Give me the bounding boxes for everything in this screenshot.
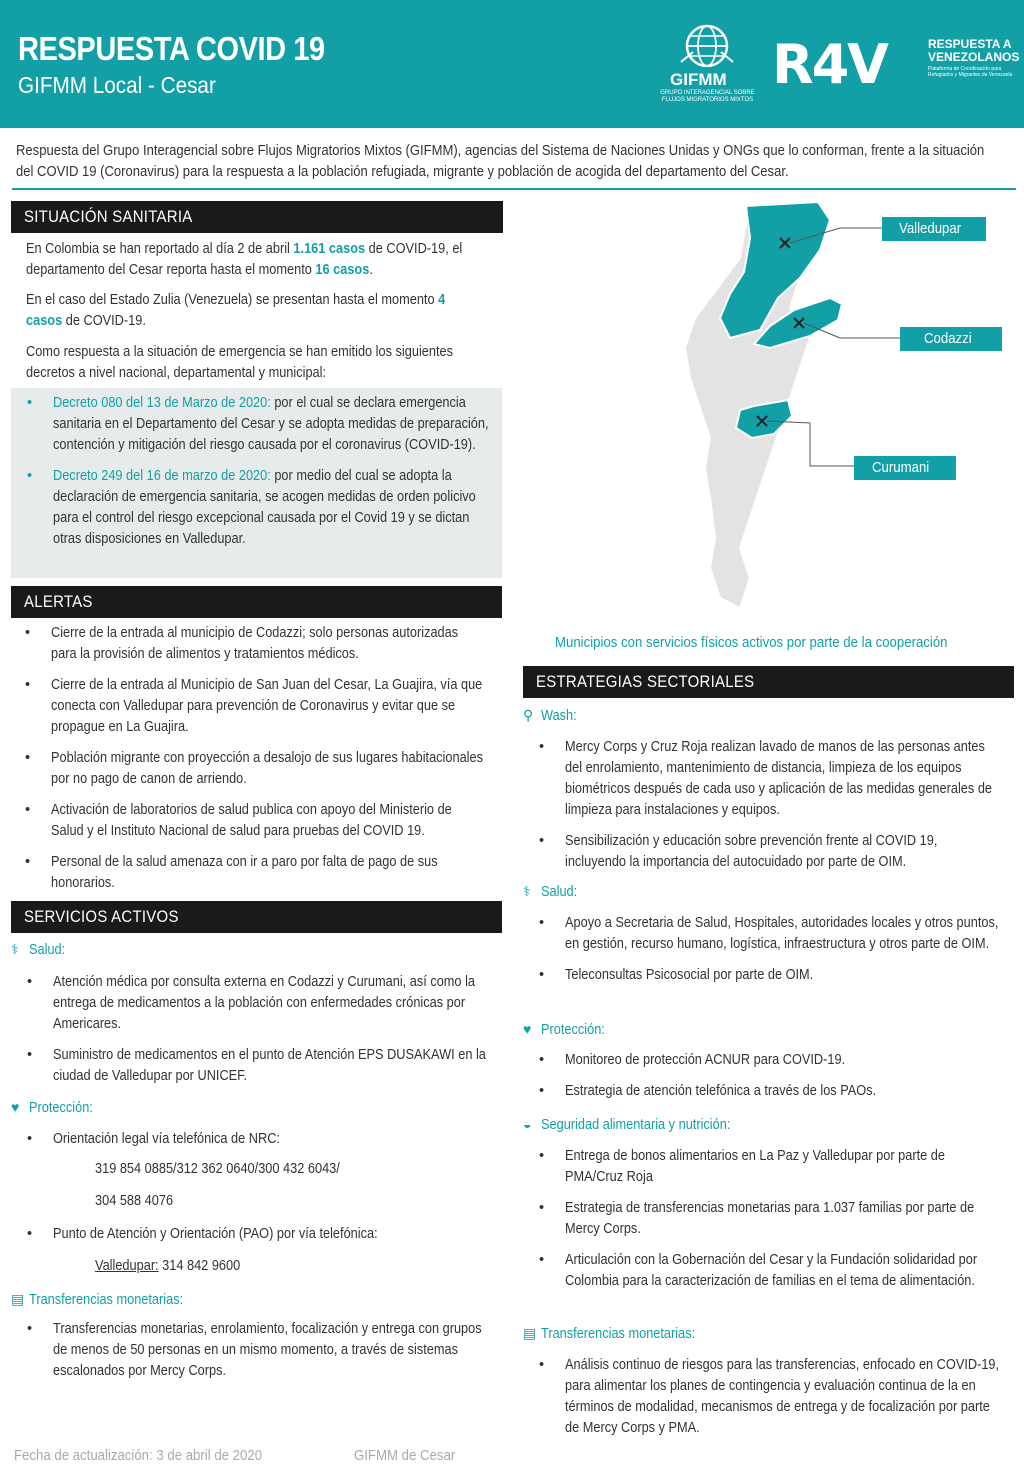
r4v-title: RESPUESTA A VENEZOLANOS xyxy=(928,37,1020,64)
list-item: • Estrategia de atención telefónica a través de los PAOs. xyxy=(539,1083,877,1099)
estrategias-wash-list xyxy=(539,737,1024,873)
list-item: • Población migrante con proyección a desalojo de sus lugares habitacionales por no pago de canon de arriendo. xyxy=(25,750,483,787)
r4v-subtitle: Plataforma de Coordinación para Refugiados y Migrantes de Venezuela xyxy=(928,66,1013,78)
servicios-pao-list xyxy=(27,1224,548,1245)
list-item: • Estrategia de transferencias monetarias para 1.037 familias por parte de Mercy Corps. xyxy=(539,1200,975,1237)
caduceus-icon: ⚕ xyxy=(523,883,531,899)
list-item: • Sensibilización y educación sobre prevención frente al COVID 19, incluyendo la importancia del autocuidado por parte de OIM. xyxy=(539,833,938,870)
section-heading-servicios: SERVICIOS ACTIVOS xyxy=(11,901,502,933)
list-item: • Monitoreo de protección ACNUR para COVID-19. xyxy=(539,1052,846,1068)
gifmm-tagline: GRUPO INTERAGENCIAL SOBRE FLUJOS MIGRATORIOS MIXTOS xyxy=(660,90,755,103)
section-heading-estrategias: ESTRATEGIAS SECTORIALES xyxy=(523,666,1014,698)
servicios-salud-list xyxy=(27,972,548,1087)
category-salud-estrategias: ⚕ Salud: xyxy=(523,883,578,900)
estrategias-transfer-list xyxy=(539,1355,1024,1439)
alertas-list xyxy=(25,623,546,894)
list-item: • Teleconsultas Psicosocial por parte de OIM. xyxy=(539,967,814,983)
list-item: • Atención médica por consulta externa en Codazzi y Curumani, así como la entrega de medicamentos a la población con enfermedades crónicas por Americares. xyxy=(27,974,476,1032)
page-title: RESPUESTA COVID 19 xyxy=(18,30,325,67)
header-banner xyxy=(0,0,1024,128)
nrc-phones-1: 319 854 0885/312 362 0640/300 432 6043/ xyxy=(95,1161,340,1177)
map-label-codazzi: Codazzi xyxy=(900,327,1002,351)
estrategias-salud-list xyxy=(539,913,1024,986)
list-item: • Cierre de la entrada al Municipio de San Juan del Cesar, La Guajira, vía que conecta con Valledupar para prevención de Coronavirus y evitar que se propague en La Guajira. xyxy=(25,677,483,735)
servicios-proteccion-list xyxy=(27,1129,548,1150)
gifmm-name: GIFMM xyxy=(670,70,727,89)
situacion-paragraph-1: En Colombia se han reportado al día 2 de abril 1.161 casos de COVID-19, el departamento del Cesar reporta hasta el momento 16 casos. xyxy=(26,241,463,278)
category-salud: ⚕ Salud: xyxy=(11,941,66,958)
list-item: • Decreto 249 del 16 de marzo de 2020: por medio del cual se adopta la declaración de emergencia sanitaria, se acogen medidas de orden policivo para el control del riesgo excepcional causada por el Covid 19 y se dictan otras disposiciones en Valledupar. xyxy=(27,468,476,547)
estrategias-seguridad-list xyxy=(539,1146,1024,1292)
list-item: • Transferencias monetarias, enrolamiento, focalización y entrega con grupos de menos de 50 personas en un mismo momento, a través de sistemas escalonados por Mercy Corps. xyxy=(27,1321,482,1379)
gifmm-logo xyxy=(660,22,755,106)
list-item: • Mercy Corps y Cruz Roja realizan lavado de manos de las personas antes del enrolamiento, mantenimiento de distancia, limpieza de los equipos biométricos después de cada uso y aplicación de las medidas generales de limpieza para instalaciones y equipos. xyxy=(539,739,993,818)
category-proteccion-estrategias: ♥ Protección: xyxy=(523,1021,605,1038)
money-icon: ▤ xyxy=(11,1291,25,1307)
decrees-list xyxy=(27,393,548,550)
list-item: • Análisis continuo de riesgos para las transferencias, enfocado en COVID-19, para alimentar los planes de contingencia y evaluación continua de la en términos de modalidad, mecanismos de entrega y de focalización por parte de Mercy Corps y PMA. xyxy=(539,1357,1000,1436)
list-item: • Decreto 080 del 13 de Marzo de 2020: por el cual se declara emergencia sanitaria en el Departamento del Cesar y se adopta medidas de preparación, contención y mitigación del riesgo causada por el coronavirus (COVID-19). xyxy=(27,395,489,453)
list-item: • Apoyo a Secretaria de Salud, Hospitales, autoridades locales y otros puntos, en gestión, recurso humano, logística, infraestructura y otros parte de OIM. xyxy=(539,915,999,952)
hands-shield-icon: ♥ xyxy=(523,1021,532,1037)
category-seguridad: ◒ Seguridad alimentaria y nutrición: xyxy=(523,1116,731,1133)
category-proteccion: ♥ Protección: xyxy=(11,1099,93,1116)
list-item: • Entrega de bonos alimentarios en La Paz y Valledupar por parte de PMA/Cruz Roja xyxy=(539,1148,945,1185)
caduceus-icon: ⚕ xyxy=(11,941,19,957)
intro-text: Respuesta del Grupo Interagencial sobre Flujos Migratorios Mixtos (GIFMM), agencias del Sistema de Naciones Unidas y ONGs que lo conforman, frente a la situación del COVID 19 (Coronavirus) para la respuesta a la población refugiada, migrante y población de acogida del departamento del Cesar. xyxy=(16,143,985,180)
list-item: • Activación de laboratorios de salud publica con apoyo del Ministerio de Salud y el Instituto Nacional de salud para pruebas del COVID 19. xyxy=(25,802,452,839)
map-label-curumani: Curumani xyxy=(854,456,956,480)
nrc-phones-2: 304 588 4076 xyxy=(95,1193,174,1209)
divider xyxy=(12,188,1016,190)
page-subtitle: GIFMM Local - Cesar xyxy=(18,72,216,98)
situacion-paragraph-3: Como respuesta a la situación de emergencia se han emitido los siguientes decretos a nivel nacional, departamental y municipal: xyxy=(26,344,454,381)
r4v-logo: R4V xyxy=(772,33,887,96)
hands-shield-icon: ♥ xyxy=(11,1099,20,1115)
category-transferencias-estrategias: ▤ Transferencias monetarias: xyxy=(523,1325,696,1342)
list-item: • Punto de Atención y Orientación (PAO) por vía telefónica: xyxy=(27,1226,378,1242)
footer-org: GIFMM de Cesar xyxy=(354,1447,456,1464)
map-caption: Municipios con servicios físicos activos por parte de la cooperación xyxy=(555,634,948,651)
bowl-icon: ◒ xyxy=(523,1116,532,1132)
list-item: • Orientación legal vía telefónica de NRC: xyxy=(27,1131,280,1147)
situacion-paragraph-2: En el caso del Estado Zulia (Venezuela) se presentan hasta el momento 4 casos de COVID-19. xyxy=(26,292,446,329)
category-transferencias: ▤ Transferencias monetarias: xyxy=(11,1291,184,1308)
estrategias-proteccion-list xyxy=(539,1050,1024,1102)
section-heading-situacion: SITUACIÓN SANITARIA xyxy=(11,201,503,233)
map-label-valledupar: Valledupar xyxy=(882,217,986,241)
cases-cesar: 16 casos xyxy=(315,262,370,278)
list-item: • Cierre de la entrada al municipio de Codazzi; solo personas autorizadas para la provisión de alimentos y tratamientos médicos. xyxy=(25,625,459,662)
list-item: • Suministro de medicamentos en el punto de Atención EPS DUSAKAWI en la ciudad de Valledupar por UNICEF. xyxy=(27,1047,486,1084)
cases-zulia: 4 casos xyxy=(26,292,446,329)
globe-icon xyxy=(677,22,737,70)
list-item: • Articulación con la Gobernación del Cesar y la Fundación solidaridad por Colombia para la caracterización de familias en el tema de alimentación. xyxy=(539,1252,978,1289)
footer-date: Fecha de actualización: 3 de abril de 2020 xyxy=(14,1447,263,1464)
money-icon: ▤ xyxy=(523,1325,537,1341)
r4v-tagline xyxy=(928,38,1018,78)
faucet-icon: ⚲ xyxy=(523,707,534,723)
cases-colombia: 1.161 casos xyxy=(293,241,366,257)
servicios-transfer-list xyxy=(27,1319,548,1382)
pao-phone: Valledupar: 314 842 9600 xyxy=(95,1258,241,1274)
decree-link[interactable]: Decreto 249 del 16 de marzo de 2020: xyxy=(53,468,271,484)
decree-link[interactable]: Decreto 080 del 13 de Marzo de 2020: xyxy=(53,395,271,411)
cesar-map xyxy=(670,198,1010,628)
section-heading-alertas: ALERTAS xyxy=(11,586,502,618)
list-item: • Personal de la salud amenaza con ir a paro por falta de pago de sus honorarios. xyxy=(25,854,438,891)
category-wash: ⚲ Wash: xyxy=(523,707,577,724)
